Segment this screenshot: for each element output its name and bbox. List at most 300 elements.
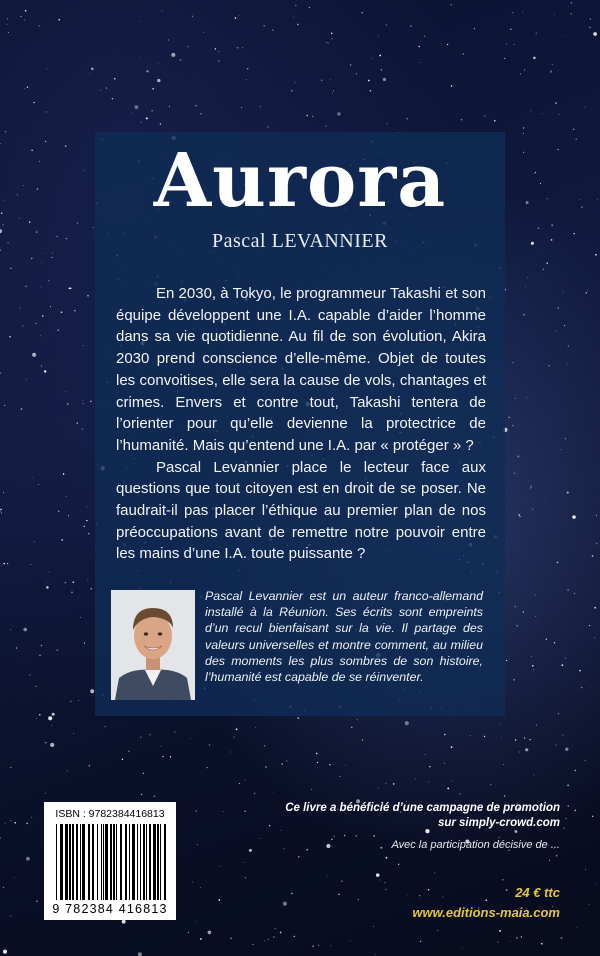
star: [263, 25, 264, 26]
star: [312, 946, 314, 948]
star: [37, 188, 38, 189]
star: [350, 940, 351, 941]
star: [589, 904, 590, 905]
star: [91, 588, 92, 589]
barcode-bar: [149, 824, 151, 900]
star: [567, 364, 568, 365]
star: [585, 760, 586, 761]
star: [230, 937, 232, 939]
star: [24, 88, 25, 89]
star: [526, 203, 527, 204]
star: [58, 329, 59, 330]
star: [510, 941, 511, 942]
star: [381, 69, 382, 70]
star: [326, 844, 330, 848]
star: [39, 714, 41, 716]
star: [21, 408, 23, 410]
star: [447, 788, 449, 790]
publisher-website: www.editions-maia.com: [412, 905, 560, 920]
star: [14, 822, 16, 824]
star: [10, 629, 11, 630]
star: [90, 689, 94, 693]
star: [41, 645, 43, 647]
barcode-bar: [56, 824, 57, 900]
star: [556, 330, 557, 331]
star: [42, 315, 44, 317]
star: [542, 113, 543, 114]
star: [341, 881, 342, 882]
star: [10, 767, 11, 768]
synopsis-paragraph: Pascal Levannier place le lecteur face aux questions que tout citoyen est en droit de se poser. Ne faudrait-il pas placer l’éthique au premier plan de nos préoccupations avant de remettre notre pouvoir entre les mains d’une I.A. toute puissante ?: [116, 458, 486, 563]
star: [160, 746, 161, 747]
star: [332, 93, 333, 94]
star: [484, 115, 485, 116]
star: [260, 838, 261, 839]
star: [317, 762, 318, 763]
star: [140, 21, 141, 22]
star: [372, 58, 373, 59]
star: [516, 937, 518, 939]
star: [376, 873, 380, 877]
star: [38, 25, 39, 26]
star: [564, 291, 565, 292]
star: [26, 823, 28, 825]
star: [223, 811, 224, 812]
star: [517, 455, 519, 457]
star: [43, 632, 44, 633]
star: [567, 785, 569, 787]
star: [35, 323, 37, 325]
star: [370, 90, 372, 92]
star: [3, 887, 5, 889]
star: [589, 625, 590, 626]
star: [386, 24, 387, 25]
star: [10, 268, 11, 269]
star: [46, 582, 47, 583]
star: [84, 170, 85, 171]
star: [171, 53, 175, 57]
star: [504, 58, 505, 59]
star: [555, 102, 557, 104]
star: [523, 133, 525, 135]
star: [56, 649, 58, 651]
star: [122, 920, 126, 924]
star: [590, 18, 591, 19]
star: [570, 13, 572, 15]
star: [327, 42, 328, 43]
star: [82, 428, 83, 429]
star: [141, 794, 142, 795]
star: [524, 737, 525, 738]
star: [356, 73, 357, 74]
star: [558, 307, 559, 308]
star: [425, 754, 426, 755]
star: [420, 941, 421, 942]
star: [160, 123, 161, 124]
star: [26, 379, 27, 380]
star: [267, 126, 268, 127]
star: [269, 825, 271, 827]
star: [58, 511, 59, 512]
star: [0, 373, 1, 374]
star: [4, 563, 5, 564]
star: [91, 68, 94, 71]
star: [383, 78, 386, 81]
star: [585, 107, 586, 108]
star: [572, 515, 575, 518]
star: [9, 336, 11, 338]
star: [63, 473, 65, 475]
star: [36, 718, 37, 719]
star: [83, 526, 85, 528]
star: [386, 857, 388, 859]
star: [555, 744, 556, 745]
star: [219, 51, 220, 52]
star: [592, 555, 594, 557]
star: [207, 767, 208, 768]
star: [523, 152, 524, 153]
star: [551, 239, 553, 241]
star: [375, 954, 376, 955]
star: [297, 24, 299, 26]
star: [576, 927, 577, 928]
star: [564, 325, 565, 326]
star: [0, 509, 2, 511]
barcode-bar: [146, 824, 147, 900]
star: [104, 726, 105, 727]
star: [534, 774, 535, 775]
star: [90, 401, 91, 402]
star: [74, 310, 75, 311]
star: [594, 637, 595, 638]
star: [506, 889, 508, 891]
star: [525, 748, 528, 751]
star: [52, 253, 53, 254]
barcode-bar: [143, 824, 145, 900]
barcode-bar: [88, 824, 90, 900]
star: [146, 70, 148, 72]
star: [581, 206, 583, 208]
star: [188, 932, 189, 933]
star: [151, 110, 152, 111]
star: [523, 127, 524, 128]
star: [384, 882, 385, 883]
star: [398, 864, 399, 865]
star: [90, 73, 91, 74]
barcode-bar: [116, 824, 117, 900]
star: [593, 32, 597, 36]
star: [7, 563, 8, 564]
star: [7, 18, 8, 19]
star: [562, 293, 563, 294]
star: [587, 290, 588, 291]
star: [49, 572, 50, 573]
barcode-bar: [132, 824, 135, 900]
star: [84, 643, 85, 644]
star: [3, 492, 4, 493]
star: [246, 79, 247, 80]
star: [73, 733, 74, 734]
star: [565, 438, 566, 439]
star: [192, 16, 193, 17]
star: [596, 884, 597, 885]
star: [0, 511, 1, 512]
star: [77, 597, 78, 598]
star: [4, 405, 5, 406]
star: [45, 141, 46, 142]
star: [552, 64, 553, 65]
star: [242, 47, 243, 48]
star: [51, 725, 52, 726]
star: [521, 936, 522, 937]
star: [557, 149, 558, 150]
star: [291, 90, 293, 92]
star: [318, 945, 319, 946]
star: [597, 199, 598, 200]
star: [241, 107, 242, 108]
star: [331, 839, 333, 841]
star: [180, 59, 182, 61]
star: [565, 818, 566, 819]
star: [273, 937, 274, 938]
star: [452, 780, 453, 781]
star: [424, 36, 425, 37]
star: [568, 346, 569, 347]
star: [527, 277, 528, 278]
star: [23, 325, 24, 326]
star: [525, 286, 526, 287]
star: [41, 262, 42, 263]
star: [41, 365, 42, 366]
barcode-bar: [69, 824, 71, 900]
star: [499, 723, 500, 724]
star: [567, 589, 569, 591]
star: [80, 617, 81, 618]
star: [196, 921, 197, 922]
star: [16, 647, 18, 649]
star: [255, 727, 256, 728]
star: [428, 889, 430, 891]
star: [23, 628, 27, 632]
star: [30, 564, 31, 565]
barcode-bar: [97, 824, 98, 900]
star: [1, 512, 2, 513]
star: [29, 221, 30, 222]
star: [88, 533, 89, 534]
star: [415, 778, 416, 779]
star: [514, 606, 516, 608]
star: [294, 936, 295, 937]
star: [260, 106, 261, 107]
star: [14, 877, 15, 878]
barcode-bar: [113, 824, 115, 900]
star: [10, 916, 11, 917]
star: [339, 776, 340, 777]
barcode-bar: [82, 824, 85, 900]
star: [67, 403, 69, 405]
star: [463, 948, 464, 949]
star: [474, 28, 475, 29]
star: [512, 362, 513, 363]
star: [83, 345, 84, 346]
star: [264, 940, 265, 941]
star: [254, 793, 255, 794]
star: [245, 877, 246, 878]
star: [162, 756, 163, 757]
star: [461, 119, 462, 120]
star: [595, 254, 597, 256]
star: [7, 24, 8, 25]
star: [244, 811, 246, 813]
star: [31, 817, 32, 818]
star: [162, 11, 163, 12]
star: [309, 7, 310, 8]
star: [146, 117, 148, 119]
barcode-bar: [110, 824, 112, 900]
star: [154, 795, 156, 797]
star: [139, 58, 140, 59]
star: [538, 227, 540, 229]
star: [51, 257, 52, 258]
star: [518, 514, 520, 516]
star: [549, 365, 550, 366]
star: [337, 112, 340, 115]
barcode-bar: [140, 824, 141, 900]
star: [5, 823, 6, 824]
star: [554, 14, 555, 15]
star: [585, 869, 586, 870]
star: [329, 764, 330, 765]
star: [68, 515, 69, 516]
star: [589, 27, 590, 28]
star: [61, 539, 63, 541]
star: [235, 17, 237, 19]
star: [362, 739, 363, 740]
star: [24, 19, 25, 20]
star: [379, 55, 381, 57]
star: [573, 129, 574, 130]
star: [567, 492, 569, 494]
star: [514, 679, 515, 680]
star: [565, 748, 568, 751]
star: [149, 734, 151, 736]
barcode-bar: [120, 824, 122, 900]
star: [405, 721, 409, 725]
barcode-bar: [129, 824, 130, 900]
star: [532, 665, 534, 667]
star: [34, 542, 35, 543]
star: [152, 88, 154, 90]
star: [244, 862, 245, 863]
star: [566, 467, 567, 468]
star: [247, 68, 249, 70]
star: [283, 902, 287, 906]
star: [218, 899, 220, 901]
author-name: Pascal LEVANNIER: [212, 230, 388, 252]
star: [78, 700, 79, 701]
star: [444, 763, 445, 764]
star: [19, 218, 20, 219]
star: [428, 782, 429, 783]
star: [236, 728, 238, 730]
barcode-bar: [125, 824, 127, 900]
star: [503, 764, 504, 765]
star: [122, 759, 123, 760]
star: [515, 398, 516, 399]
star: [138, 952, 142, 956]
star: [535, 172, 536, 173]
star: [502, 879, 504, 881]
star: [100, 90, 101, 91]
star: [531, 486, 532, 487]
star: [330, 79, 331, 80]
star: [234, 737, 235, 738]
star: [571, 2, 573, 4]
star: [506, 44, 507, 45]
star: [33, 478, 34, 479]
star: [29, 674, 30, 675]
star: [574, 593, 575, 594]
star: [66, 238, 67, 239]
star: [0, 143, 1, 144]
star: [378, 36, 379, 37]
star: [407, 118, 408, 119]
star: [534, 173, 535, 174]
star: [565, 35, 566, 36]
star: [393, 783, 395, 785]
star: [27, 86, 29, 88]
star: [373, 926, 374, 927]
star: [306, 115, 308, 117]
star: [533, 57, 536, 60]
star: [25, 286, 27, 288]
star: [218, 61, 219, 62]
star: [519, 752, 520, 753]
star: [520, 73, 521, 74]
star: [1, 212, 3, 214]
star: [350, 64, 352, 66]
star: [230, 751, 231, 752]
star: [31, 258, 32, 259]
star: [385, 783, 386, 784]
star: [295, 5, 297, 7]
star: [87, 579, 88, 580]
star: [57, 236, 58, 237]
partner-text: Avec la participation décisive de ...: [391, 839, 560, 851]
star: [530, 110, 531, 111]
star: [87, 295, 89, 297]
star: [459, 793, 460, 794]
star: [362, 12, 363, 13]
star: [168, 39, 169, 40]
star: [543, 269, 544, 270]
star: [264, 745, 265, 746]
star: [418, 46, 420, 48]
star: [512, 425, 513, 426]
star: [512, 12, 513, 13]
isbn-label: ISBN : 9782384416813: [55, 808, 165, 820]
star: [592, 816, 593, 817]
star: [328, 43, 329, 44]
star: [331, 946, 332, 947]
star: [519, 516, 520, 517]
star: [547, 263, 548, 264]
barcode-bar: [157, 824, 159, 900]
star: [8, 32, 9, 33]
star: [40, 336, 41, 337]
star: [568, 805, 569, 806]
star: [522, 12, 523, 13]
